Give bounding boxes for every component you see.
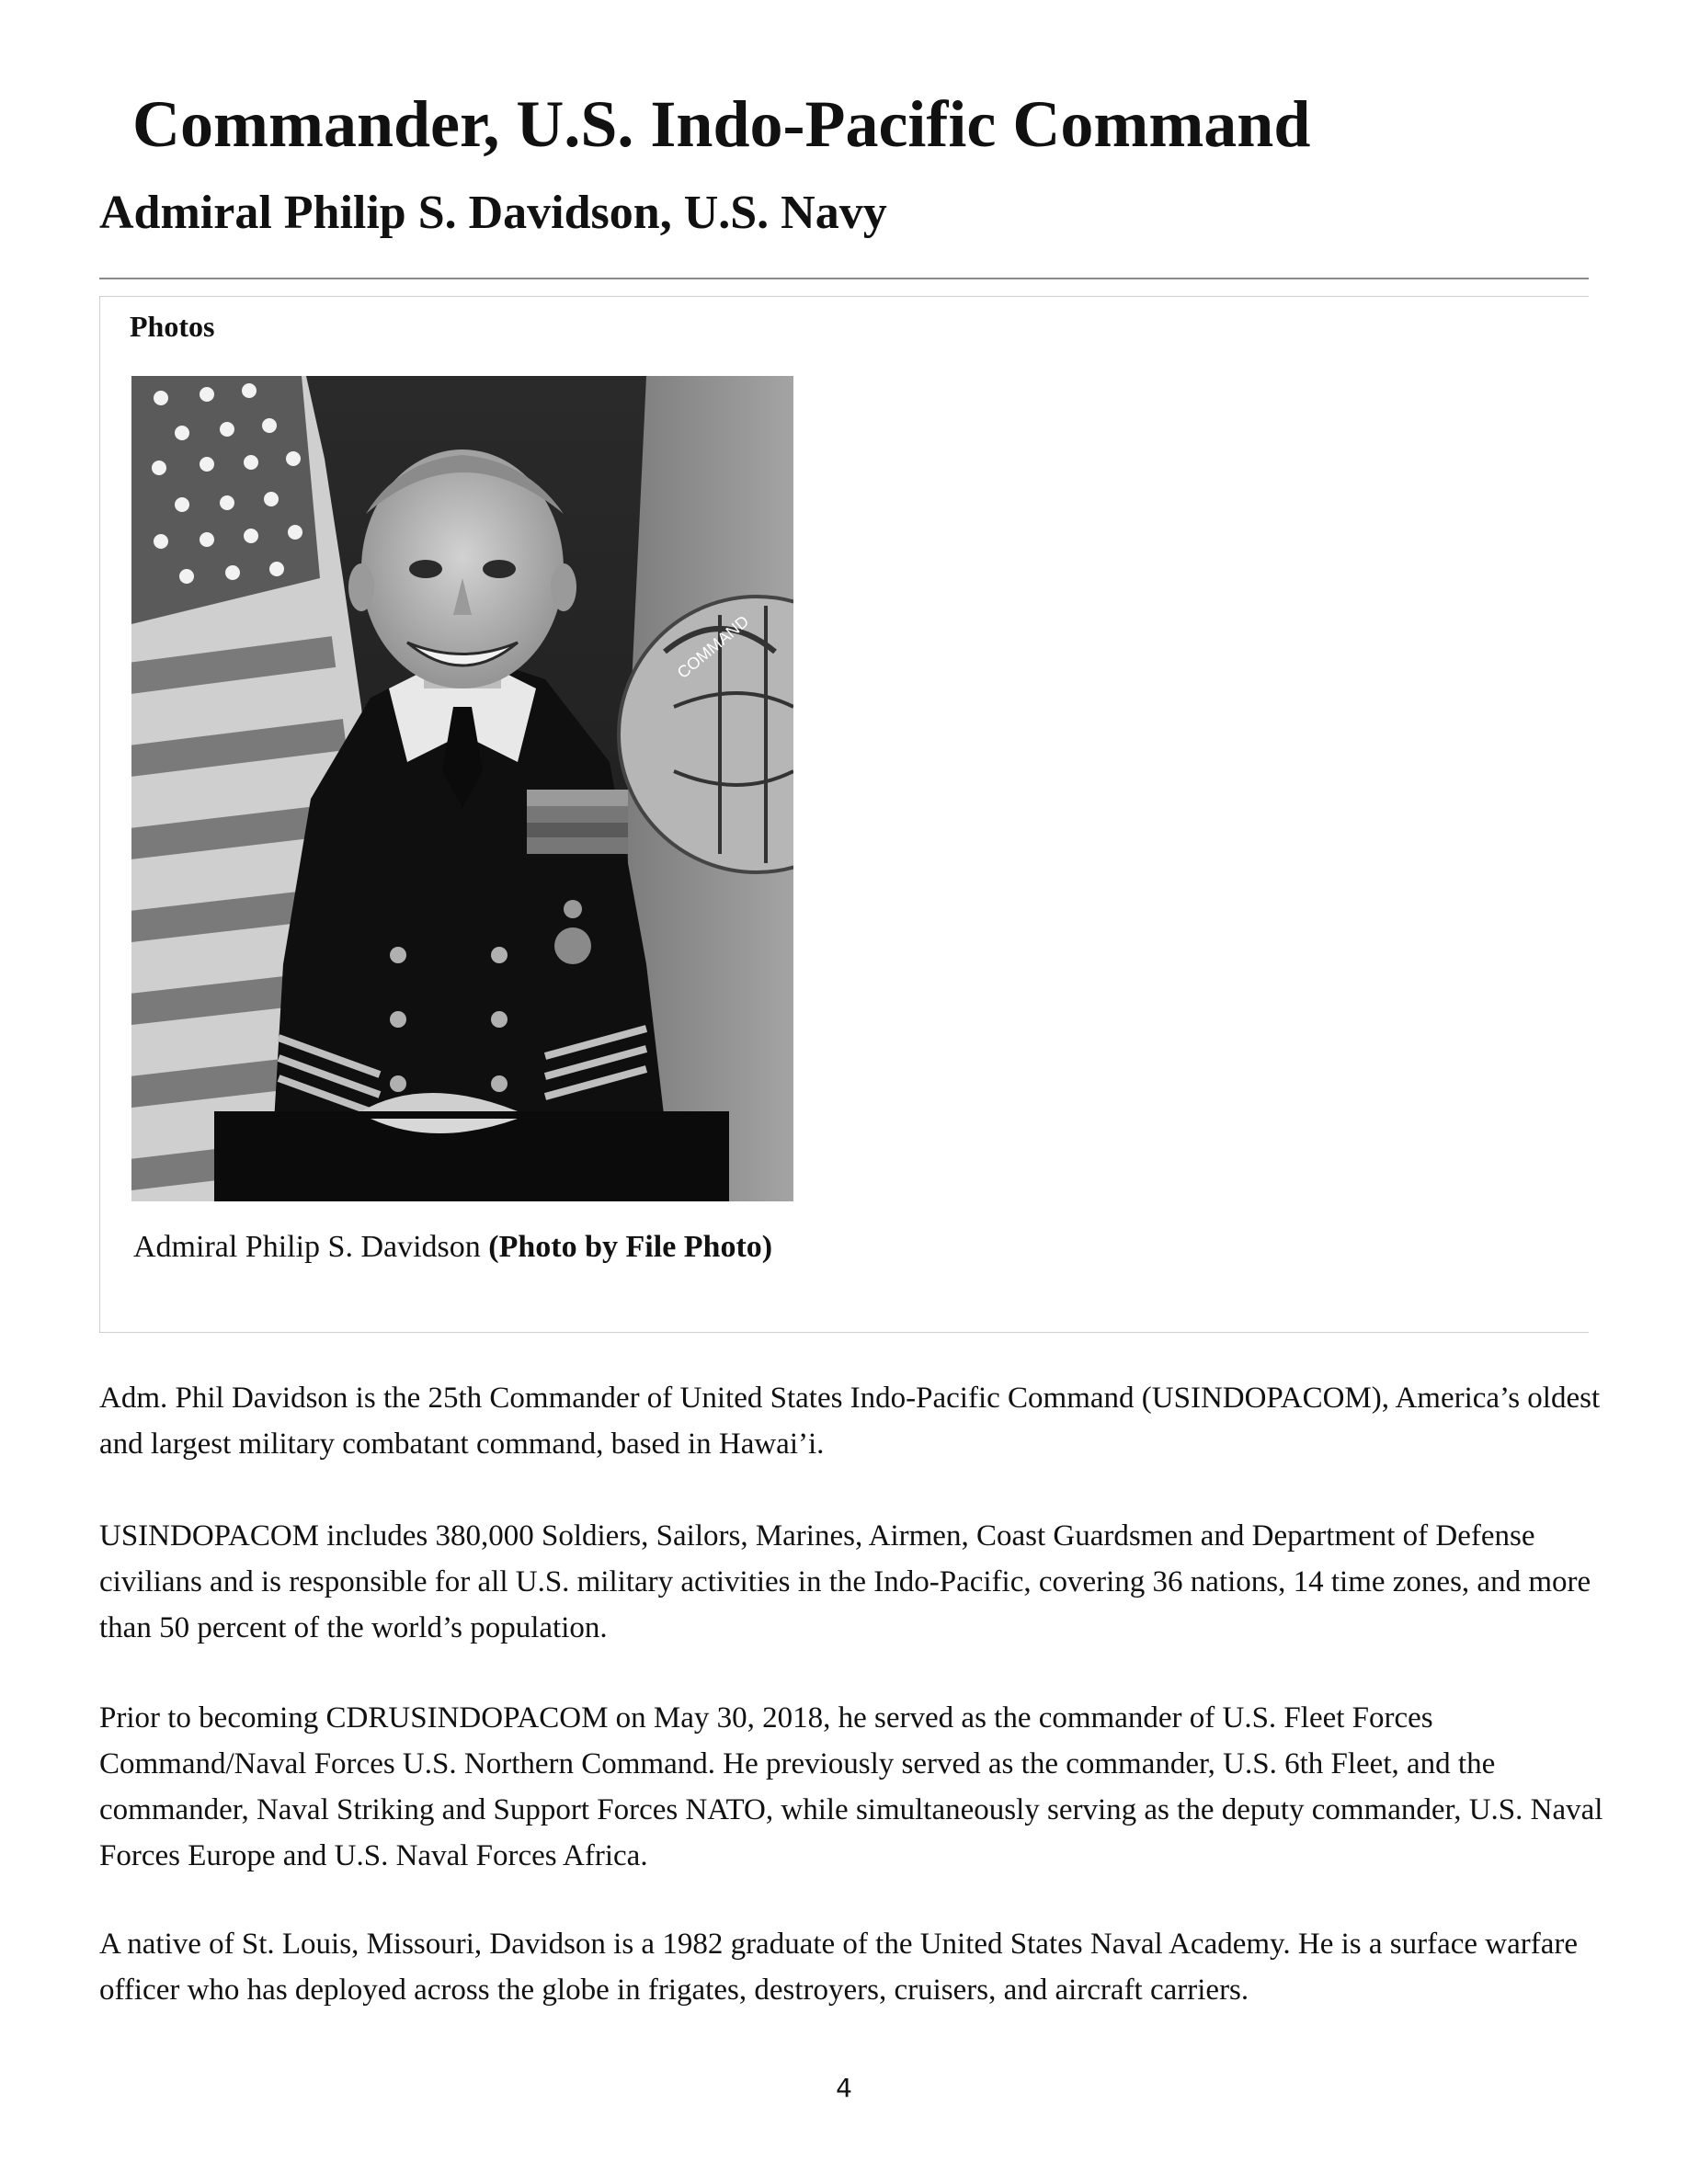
svg-text:COMMAND: COMMAND — [673, 611, 753, 683]
body-paragraph-4: A native of St. Louis, Missouri, Davidson is a 1982 graduate of the United States Naval Academy. He is a surface warfare officer who has deployed across the globe in frigates, destroyers, cruisers, and aircraft carriers. — [99, 1928, 1579, 2007]
photo-caption — [133, 1227, 772, 1268]
page-title: Commander, U.S. Indo-Pacific Command — [132, 87, 1311, 161]
body-paragraph-1: Adm. Phil Davidson is the 25th Commander of United States Indo-Pacific Command (USINDOPACOM), America’s oldest and largest military combatant command, based in Hawai’i. — [99, 1382, 1601, 1461]
caption-name: Admiral Philip S. Davidson — [133, 1230, 481, 1264]
photos-label: Photos — [130, 310, 215, 343]
body-paragraph-2: USINDOPACOM includes 380,000 Soldiers, Sailors, Marines, Airmen, Coast Guardsmen and Department of Defense civilians and is responsible for all U.S. military activities in the Indo-Pacific, covering 36 nations, 14 time zones, and more than 50 percent of the world’s population. — [99, 1519, 1591, 1644]
section-divider — [99, 278, 1589, 279]
caption-credit: (Photo by File Photo) — [488, 1230, 773, 1264]
portrait-photo — [131, 376, 793, 1201]
body-paragraph-3: Prior to becoming CDRUSINDOPACOM on May 30, 2018, he served as the commander of U.S. Fleet Forces Command/Naval Forces U.S. Northern Command. He previously served as the commander, U.S. 6th Fleet, and the commander, Naval Striking and Support Forces NATO, while simultaneously serving as the deputy commander, U.S. Naval Forces Europe and U.S. Naval Forces Africa. — [99, 1701, 1603, 1872]
page-subtitle: Admiral Philip S. Davidson, U.S. Navy — [99, 187, 887, 239]
portrait-image — [131, 376, 793, 1201]
page-number: 4 — [836, 2073, 852, 2103]
photo-section — [99, 296, 1589, 1333]
